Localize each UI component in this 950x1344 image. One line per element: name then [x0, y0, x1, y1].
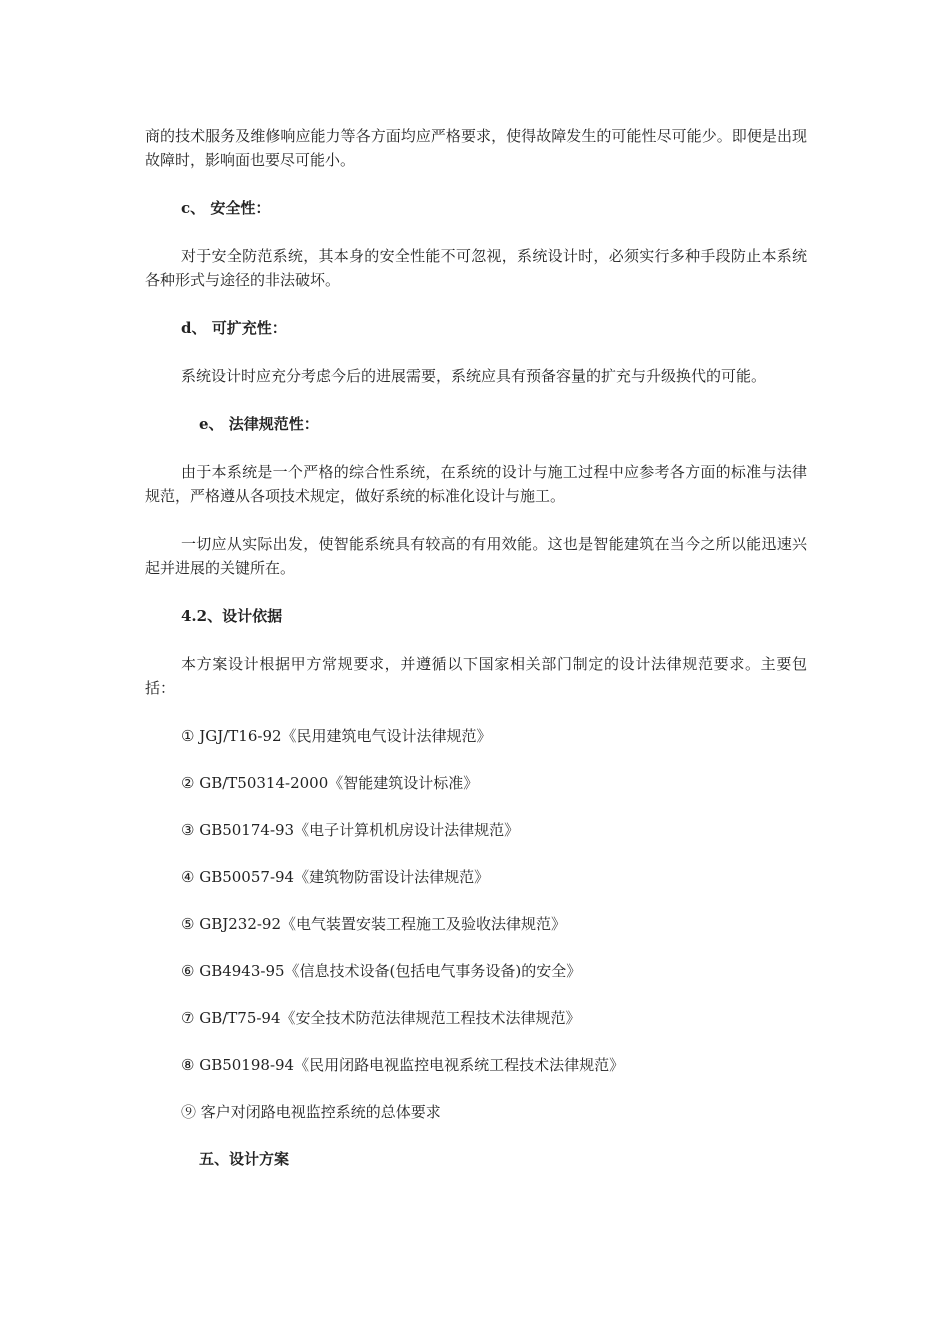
list-item: ③ GB50174-93《电子计算机机房设计法律规范》 [181, 821, 520, 839]
heading-security: c、 安全性： [181, 199, 271, 217]
paragraph-practicality: 一切应从实际出发，使智能系统具有较高的有用效能。这也是智能建筑在当今之所以能迅速兴起并进展的关键所在。 [145, 535, 807, 577]
list-item: ⑧ GB50198-94《民用闭路电视监控电视系统工程技术法律规范》 [181, 1056, 625, 1074]
heading-design-plan: 五、设计方案 [199, 1150, 290, 1168]
list-item: ⑦ GB/T75-94《安全技术防范法律规范工程技术法律规范》 [181, 1009, 581, 1027]
heading-expandability: d、 可扩充性： [181, 319, 287, 337]
paragraph-design-basis: 本方案设计根据甲方常规要求，并遵循以下国家相关部门制定的设计法律规范要求。主要包括： [145, 655, 807, 697]
list-item: ① JGJ/T16-92《民用建筑电气设计法律规范》 [181, 727, 492, 745]
list-item: ⑥ GB4943-95《信息技术设备(包括电气事务设备)的安全》 [181, 962, 582, 980]
paragraph-reliability-cont: 商的技术服务及维修响应能力等各方面均应严格要求，使得故障发生的可能性尽可能少。即便是出现故障时，影响面也要尽可能小。 [145, 127, 807, 169]
paragraph-expandability: 系统设计时应充分考虑今后的进展需要，系统应具有预备容量的扩充与升级换代的可能。 [181, 367, 767, 385]
standards-list [145, 724, 807, 1124]
document-page [145, 124, 807, 1195]
paragraph-legal-compliance: 由于本系统是一个严格的综合性系统，在系统的设计与施工过程中应参考各方面的标准与法律规范，严格遵从各项技术规定，做好系统的标准化设计与施工。 [145, 463, 807, 505]
list-item: ④ GB50057-94《建筑物防雷设计法律规范》 [181, 868, 490, 886]
heading-legal-compliance: e、 法律规范性： [199, 415, 319, 433]
list-item: ② GB/T50314-2000《智能建筑设计标准》 [181, 774, 479, 792]
heading-design-basis: 4.2、设计依据 [181, 607, 283, 625]
list-item: ⑨ 客户对闭路电视监控系统的总体要求 [181, 1103, 441, 1121]
paragraph-security: 对于安全防范系统，其本身的安全性能不可忽视，系统设计时，必须实行多种手段防止本系统各种形式与途径的非法破坏。 [145, 247, 807, 289]
list-item: ⑤ GBJ232-92《电气装置安装工程施工及验收法律规范》 [181, 915, 567, 933]
